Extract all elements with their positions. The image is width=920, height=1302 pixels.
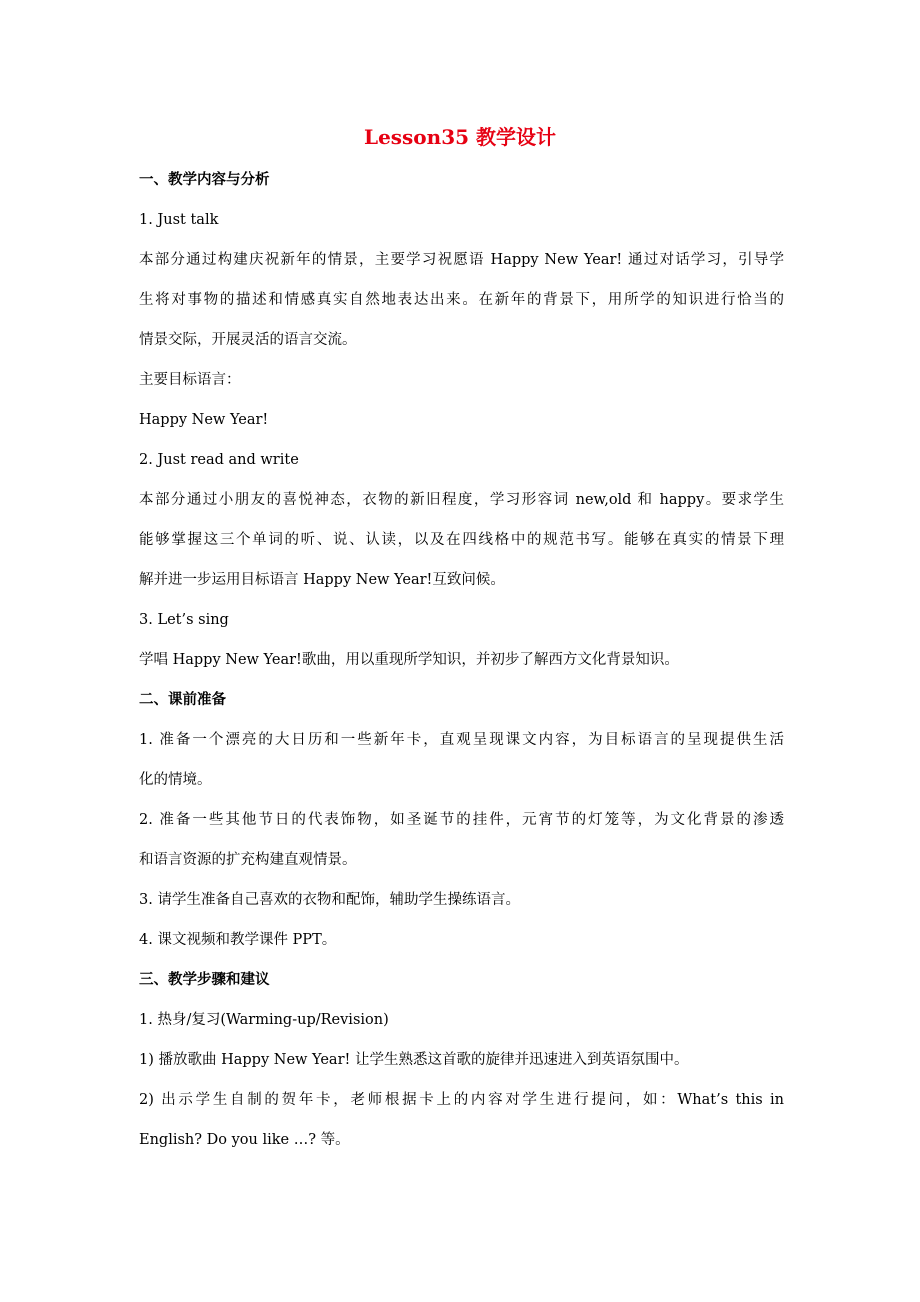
section-heading: 二、课前准备 [139,691,226,708]
text-line: 学唱 Happy New Year!歌曲，用以重现所学知识，并初步了解西方文化背景知识。 [139,652,679,668]
text-line: 主要目标语言： [139,372,241,388]
text-line: 解并进一步运用目标语言 Happy New Year!互致问候。 [139,572,505,588]
text-line: English? Do you like …? 等。 [139,1132,350,1148]
text-line: Happy New Year! [139,412,269,428]
text-line: 1. Just talk [139,212,219,228]
text-line: 本部分通过小朋友的喜悦神态，衣物的新旧程度，学习形容词 new,old 和 happy。要求学生 [139,492,784,508]
section-heading: 三、教学步骤和建议 [139,971,270,988]
text-line: 2. Just read and write [139,452,299,468]
text-line: 和语言资源的扩充构建直观情景。 [139,852,357,868]
document-title: Lesson35 教学设计 [364,125,556,149]
text-line: 1. 准备一个漂亮的大日历和一些新年卡，直观呈现课文内容，为目标语言的呈现提供生活 [139,732,784,748]
text-line: 3. 请学生准备自己喜欢的衣物和配饰，辅助学生操练语言。 [139,892,520,908]
section-heading: 一、教学内容与分析 [139,171,270,188]
text-line: 化的情境。 [139,772,212,788]
text-line: 2) 出示学生自制的贺年卡，老师根据卡上的内容对学生进行提问，如：What’s this in [139,1092,784,1108]
text-line: 1) 播放歌曲 Happy New Year! 让学生熟悉这首歌的旋律并迅速进入到英语氛围中。 [139,1052,689,1068]
text-line: 2. 准备一些其他节日的代表饰物，如圣诞节的挂件，元宵节的灯笼等，为文化背景的渗透 [139,812,784,828]
text-line: 1. 热身/复习(Warming-up/Revision) [139,1012,389,1028]
text-line: 情景交际，开展灵活的语言交流。 [139,332,357,348]
text-line: 4. 课文视频和教学课件 PPT。 [139,932,337,948]
text-line: 生将对事物的描述和情感真实自然地表达出来。在新年的背景下，用所学的知识进行恰当的 [139,292,784,308]
document-body [139,160,784,1160]
text-line: 3. Let’s sing [139,612,229,628]
text-line: 本部分通过构建庆祝新年的情景，主要学习祝愿语 Happy New Year! 通过对话学习，引导学 [139,252,784,268]
text-line: 能够掌握这三个单词的听、说、认读，以及在四线格中的规范书写。能够在真实的情景下理 [139,532,784,548]
